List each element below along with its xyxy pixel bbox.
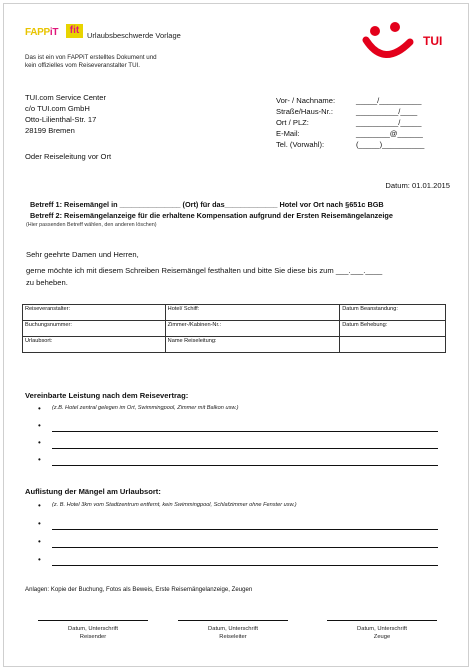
subject-line-2[interactable]: Betreff 2: Reisemängelanzeige für die erhaltene Kompensation aufgrund der Ersten Reisemängelanzeige	[30, 211, 393, 220]
subject-line-1[interactable]: Betreff 1: Reisemängel in _______________ (Ort) für das_____________ Hotel vor Ort nach §651c BGB	[30, 200, 384, 209]
fit-badge-logo: fit	[66, 24, 83, 38]
room-number-cell[interactable]: Zimmer-/Kabinen-Nr.:	[165, 321, 340, 337]
recipient-line: 28199 Bremen	[25, 126, 75, 135]
recipient-line: Otto-Lilienthal-Str. 17	[25, 115, 97, 124]
fix-date-cell[interactable]: Datum Behebung:	[340, 321, 446, 337]
section-agreed-services-title: Vereinbarte Leistung nach dem Reisevertrag:	[25, 391, 189, 400]
body-text-line-1[interactable]: gerne möchte ich mit diesem Schreiben Reisemängel festhalten und bitte Sie diese bis zum ___.___.____	[26, 266, 383, 275]
tour-operator-cell[interactable]: Reiseveranstalter:	[23, 305, 166, 321]
alternative-recipient: Oder Reiseleitung vor Ort	[25, 152, 112, 161]
sender-phone-row[interactable]: Tel. (Vorwahl): (_____)__________	[276, 140, 425, 149]
disclaimer-text: Das ist ein von FAPPiT erstelltes Dokument und kein offizielles vom Reiseveranstalter TUI.	[25, 54, 157, 69]
section-defects-title: Auflistung der Mängel am Urlaubsort:	[25, 487, 161, 496]
recipient-line: c/o TUI.com GmbH	[25, 104, 90, 113]
signature-traveler[interactable]: Datum, Unterschrift Reisender	[38, 620, 148, 641]
hotel-ship-cell[interactable]: Hotel/ Schiff:	[165, 305, 340, 321]
signature-tour-guide[interactable]: Datum, Unterschrift Reiseleiter	[178, 620, 288, 641]
recipient-address	[25, 92, 106, 136]
greeting: Sehr geehrte Damen und Herren,	[26, 250, 139, 259]
holiday-location-cell[interactable]: Urlaubsort:	[23, 337, 166, 353]
empty-cell[interactable]	[340, 337, 446, 353]
document-title: Urlaubsbeschwerde Vorlage	[87, 31, 181, 40]
list-item[interactable]: • (z.B. Hotel zentral gelegen im Ort, Swimmingpool, Zimmer mit Balkon usw.)	[38, 404, 239, 413]
table-row	[23, 337, 446, 353]
list-item[interactable]: •	[38, 556, 438, 568]
tour-guide-cell[interactable]: Name Reiseleitung:	[165, 337, 340, 353]
sender-name-row[interactable]: Vor- / Nachname: _____/__________	[276, 96, 422, 105]
table-row	[23, 321, 446, 337]
attachments-line: Anlagen: Kopie der Buchung, Fotos als Beweis, Erste Reisemängelanzeige, Zeugen	[25, 586, 253, 593]
sender-street-row[interactable]: Straße/Haus-Nr.: __________/____	[276, 107, 418, 116]
fappit-logo: FAPPiT	[25, 27, 59, 38]
body-text-line-2: zu beheben.	[26, 278, 68, 287]
recipient-line: TUI.com Service Center	[25, 93, 107, 102]
list-item[interactable]: •	[38, 520, 438, 532]
list-item[interactable]: •	[38, 456, 438, 468]
complaint-date-cell[interactable]: Datum Beanstandung:	[340, 305, 446, 321]
sender-city-row[interactable]: Ort / PLZ: __________/_____	[276, 118, 422, 127]
list-item[interactable]: •	[38, 439, 438, 451]
table-row	[23, 305, 446, 321]
booking-details-table	[22, 304, 446, 353]
list-item[interactable]: • (z. B. Hotel 3km vom Stadtzentrum entfernt, kein Swimmingpool, Schlafzimmer ohne Fenster usw.)	[38, 501, 297, 510]
list-item[interactable]: •	[38, 538, 438, 550]
sender-fields	[276, 95, 424, 150]
subject-hint: (Hier passenden Betreff wählen, den anderen löschen)	[26, 222, 157, 228]
signature-witness[interactable]: Datum, Unterschrift Zeuge	[327, 620, 437, 641]
booking-number-cell[interactable]: Buchungsnummer:	[23, 321, 166, 337]
sender-email-row[interactable]: E-Mail: ________@______	[276, 129, 423, 138]
list-item[interactable]: •	[38, 422, 438, 434]
tui-wordmark: TUI	[423, 34, 443, 48]
date-line[interactable]: Datum: 01.01.2015	[385, 181, 450, 190]
